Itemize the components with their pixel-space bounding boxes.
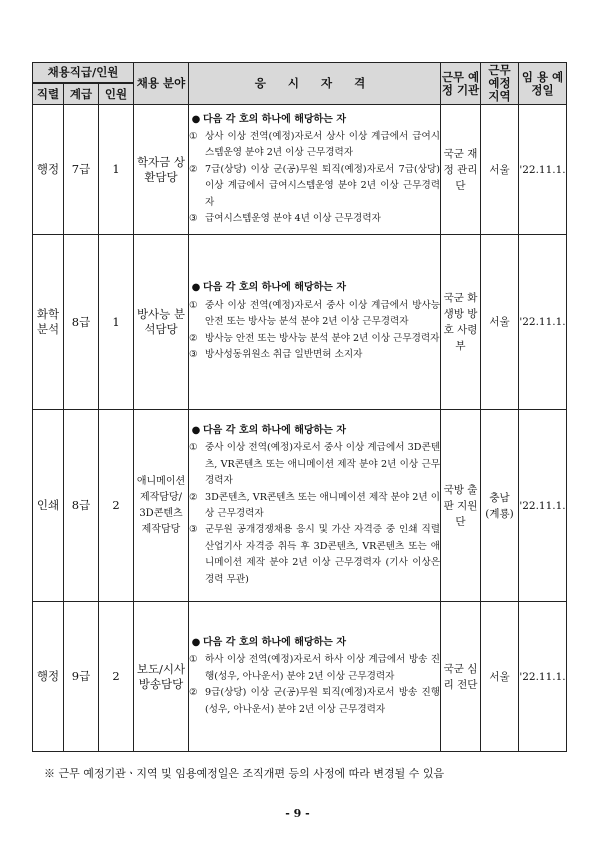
cell-series: 행정 — [33, 105, 64, 235]
cell-count: 2 — [99, 602, 134, 752]
header-date: 임 용 예정일 — [519, 63, 567, 105]
cell-qualification — [189, 602, 441, 752]
header-grade: 계급 — [64, 83, 99, 105]
cell-field: 보도/시사 방송담당 — [134, 602, 189, 752]
header-recruit-group: 채용직급/인원 — [33, 63, 134, 84]
qualification-item: ② 7급(상당) 이상 군(공)무원 퇴직(예정)자로서 7급(상당) 이상 계급에서 급여시스템운영 분야 2년 이상 근무경력자 — [189, 163, 440, 208]
cell-grade: 8급 — [64, 235, 99, 410]
footnote: ※ 근무 예정기관ㆍ지역 및 임용예정일은 조직개편 등의 사정에 따라 변경될 수 있음 — [44, 767, 445, 780]
bullet-icon: ● — [191, 424, 201, 436]
cell-date: '22.11.1. — [519, 235, 567, 410]
qualification-item: ① 하사 이상 전역(예정)자로서 하사 이상 계급에서 방송 진행(성우, 아나운서) 분야 2년 이상 근무경력자 — [189, 654, 440, 682]
qualification-item: ① 중사 이상 전역(예정)자로서 중사 이상 계급에서 3D콘텐츠, VR콘텐츠 또는 애니메이션 제작 분야 2년 이상 근무경력자 — [189, 442, 440, 487]
cell-region: 서울 — [481, 602, 519, 752]
cell-date: '22.11.1. — [519, 410, 567, 602]
header-qualification: 응 시 자 격 — [189, 63, 441, 105]
bullet-icon: ● — [191, 113, 201, 125]
cell-series: 행정 — [33, 602, 64, 752]
recruitment-table — [32, 62, 567, 752]
cell-field: 애니메이션 제작담당/ 3D콘텐츠 제작담당 — [134, 410, 189, 602]
bullet-icon: ● — [191, 636, 201, 648]
header-series: 직렬 — [33, 83, 64, 105]
qualification-heading: ● 다음 각 호의 하나에 해당하는 자 — [189, 423, 440, 439]
cell-qualification — [189, 235, 441, 410]
qualification-item: ② 방사능 안전 또는 방사능 분석 분야 2년 이상 근무경력자 — [189, 332, 440, 344]
cell-field: 방사능 분석담당 — [134, 235, 189, 410]
header-field: 채용 분야 — [134, 63, 189, 105]
cell-qualification — [189, 105, 441, 235]
qualification-item: ① 중사 이상 전역(예정)자로서 중사 이상 계급에서 방사능 안전 또는 방사능 분석 분야 2년 이상 근무경력자 — [189, 299, 440, 328]
cell-agency: 국군 화생방 방호 사령부 — [441, 235, 481, 410]
qualification-item: ③ 급여시스템운영 분야 4년 이상 근무경력자 — [189, 213, 381, 225]
page-number: - 9 - — [285, 807, 310, 820]
cell-count: 1 — [99, 105, 134, 235]
cell-series: 화학 분석 — [33, 235, 64, 410]
cell-series: 인쇄 — [33, 410, 64, 602]
cell-agency: 국군 재정 관리단 — [441, 105, 481, 235]
table-row — [33, 602, 567, 752]
header-region: 근무 예정 지역 — [481, 63, 519, 105]
cell-qualification — [189, 410, 441, 602]
cell-grade: 7급 — [64, 105, 99, 235]
cell-grade: 8급 — [64, 410, 99, 602]
cell-region: 충남 (계룡) — [481, 410, 519, 602]
table-row — [33, 410, 567, 602]
cell-agency: 국군 심리 전단 — [441, 602, 481, 752]
cell-grade: 9급 — [64, 602, 99, 752]
table-row — [33, 235, 567, 410]
table-row — [33, 105, 567, 235]
cell-date: '22.11.1. — [519, 602, 567, 752]
cell-count: 1 — [99, 235, 134, 410]
cell-region: 서울 — [481, 235, 519, 410]
qualification-item: ① 상사 이상 전역(예정)자로서 상사 이상 계급에서 급여시스템운영 분야 2년 이상 근무경력자 — [189, 130, 440, 159]
qualification-heading: ● 다음 각 호의 하나에 해당하는 자 — [189, 280, 440, 296]
qualification-item: ② 3D콘텐츠, VR콘텐츠 또는 애니메이션 제작 분야 2년 이상 근무경력자 — [189, 491, 440, 519]
bullet-icon: ● — [191, 282, 201, 294]
cell-region: 서울 — [481, 105, 519, 235]
cell-count: 2 — [99, 410, 134, 602]
header-count: 인원 — [99, 83, 134, 105]
qualification-item: ③ 방사성동위원소 취급 일반면허 소지자 — [189, 349, 363, 361]
qualification-item: ② 9급(상당) 이상 군(공)무원 퇴직(예정)자로서 방송 진행(성우, 아나운서) 분야 2년 이상 근무경력자 — [189, 687, 440, 715]
header-agency: 근무 예정 기관 — [441, 63, 481, 105]
cell-date: '22.11.1. — [519, 105, 567, 235]
qualification-item: ③ 군무원 공개경쟁채용 응시 및 가산 자격증 중 인쇄 직렬 산업기사 자격증 취득 후 3D콘텐츠, VR콘텐츠 또는 애니메이션 제작 분야 2년 이상 근무경력자 (기사 이상은 경력 무관) — [189, 524, 440, 585]
cell-field: 학자금 상환담당 — [134, 105, 189, 235]
cell-agency: 국방 출판 지원단 — [441, 410, 481, 602]
qualification-heading: ● 다음 각 호의 하나에 해당하는 자 — [189, 112, 440, 128]
qualification-heading: ● 다음 각 호의 하나에 해당하는 자 — [189, 635, 440, 651]
